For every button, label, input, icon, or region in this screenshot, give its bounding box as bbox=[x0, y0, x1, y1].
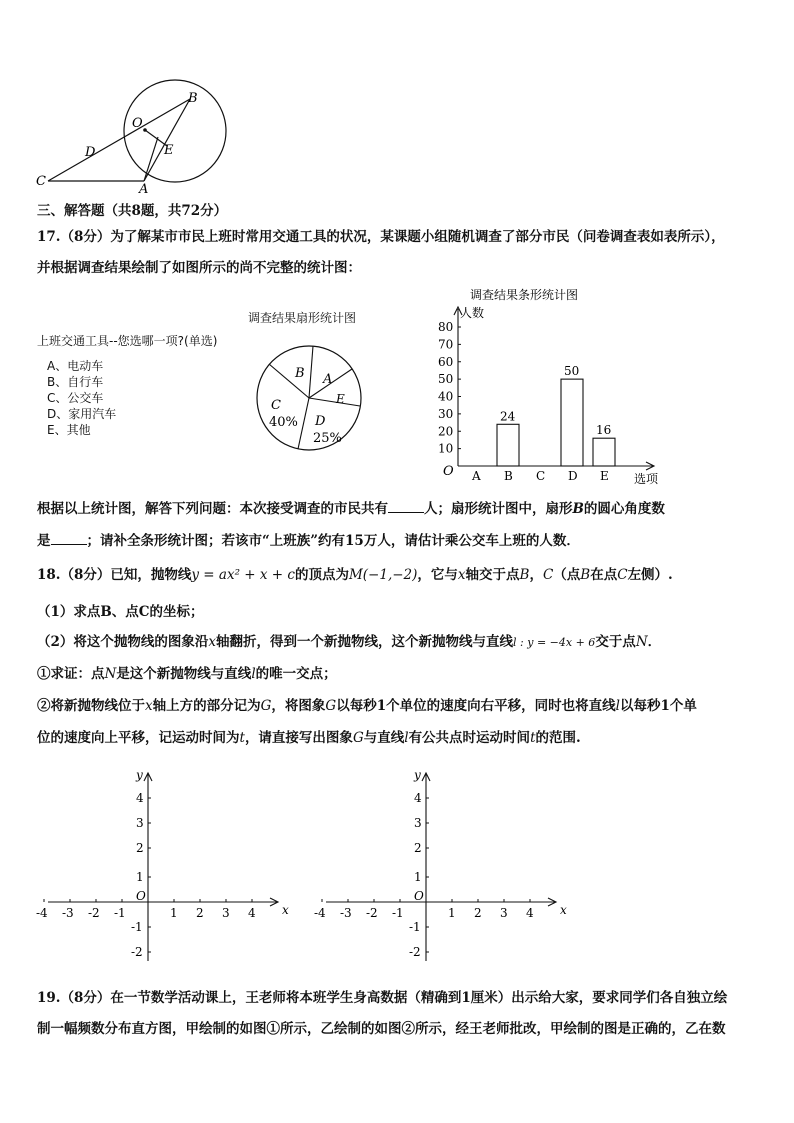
option-e: E、其他 bbox=[47, 423, 91, 437]
bar-y-tick-label: 40 bbox=[438, 389, 454, 404]
q18-l1-c: ，它与 bbox=[417, 567, 458, 583]
q17-line3 bbox=[37, 498, 665, 519]
y-label: y bbox=[414, 768, 421, 782]
x-label: x bbox=[282, 903, 289, 917]
x-tick-label: 2 bbox=[474, 906, 482, 920]
bar-chart-origin: O bbox=[443, 464, 454, 479]
blank-angle[interactable] bbox=[51, 530, 87, 545]
q18-s2-c: ，将图象 bbox=[271, 698, 326, 714]
q18-p2-b: 轴翻折，得到一个新抛物线，这个新抛物线与直线 bbox=[216, 634, 514, 650]
label-e: E bbox=[164, 143, 174, 158]
bar-b bbox=[497, 424, 519, 466]
q18-s2-t2: t bbox=[530, 730, 536, 746]
q18-s2-f: 位的速度向上平移，记运动时间为 bbox=[37, 730, 240, 746]
q18-s2-x: x bbox=[145, 698, 153, 714]
q18-s2-h: 与直线 bbox=[363, 730, 405, 746]
q18-s2-t: t bbox=[239, 730, 245, 746]
y-tick-label: 1 bbox=[414, 870, 422, 884]
bar-d bbox=[561, 379, 583, 466]
q18-l1-b-var: B bbox=[519, 567, 530, 583]
q18-l1-eq: y = ax² + x + c bbox=[191, 567, 295, 583]
x-tick-label: -4 bbox=[36, 906, 48, 920]
q18-sub2-line1 bbox=[37, 696, 697, 716]
q18-s2-g2: G bbox=[325, 698, 337, 714]
bar-y-tick-label: 10 bbox=[438, 441, 454, 456]
pie-label-c-pct: 40% bbox=[269, 415, 298, 430]
bar-chart-xlabel: 选项 bbox=[634, 472, 659, 486]
q18-s2-g3: G bbox=[352, 730, 364, 746]
bar-y-tick-label: 30 bbox=[438, 406, 454, 421]
y-tick-label: -1 bbox=[409, 920, 421, 934]
x-tick-label: 2 bbox=[196, 906, 204, 920]
q18-s2-a: ②将新抛物线位于 bbox=[37, 698, 145, 714]
q18-l1-d: 轴交于点 bbox=[465, 567, 520, 583]
q18-p2-eq: l : y = −4x + 6 bbox=[513, 636, 596, 649]
y-tick-label: 2 bbox=[136, 841, 144, 855]
q18-l1-pt: M(−1,−2) bbox=[348, 567, 418, 583]
x-tick-label: -1 bbox=[114, 906, 126, 920]
q18-s1-c: 的唯一交点； bbox=[255, 666, 337, 682]
center-dot bbox=[143, 128, 147, 132]
y-tick-label: -2 bbox=[409, 945, 421, 959]
q18-s2-b: 轴上方的部分记为 bbox=[152, 698, 261, 714]
y-tick-label: 3 bbox=[414, 816, 422, 830]
coordinate-grid-left bbox=[36, 765, 300, 970]
bar-y-tick-label: 80 bbox=[438, 320, 454, 334]
q17-line4 bbox=[37, 530, 580, 551]
bar-y-tick-label: 60 bbox=[438, 354, 454, 369]
q17-line4-a: 是 bbox=[37, 533, 51, 549]
bar-x-tick-label: E bbox=[600, 469, 609, 483]
circle-figure bbox=[30, 85, 220, 197]
q18-s1-a: ①求证：点 bbox=[37, 666, 105, 682]
bar-x-tick-label: B bbox=[504, 469, 513, 483]
q17-line3-var-b: B bbox=[572, 501, 584, 517]
q17-line3-a: 根据以上统计图，解答下列问题：本次接受调查的市民共有 bbox=[37, 501, 388, 517]
coordinate-grid-right bbox=[314, 765, 578, 970]
q17-line1: 17.（8分）为了解某市市民上班时常用交通工具的状况，某课题小组随机调查了部分市民（问卷调查表如表所示）， bbox=[37, 229, 725, 245]
segment-cb bbox=[48, 99, 190, 181]
option-d: D、家用汽车 bbox=[47, 407, 117, 421]
bar-y-tick-label: 50 bbox=[438, 372, 454, 387]
q18-s2-g-text: ，请直接写出图象 bbox=[244, 730, 353, 746]
x-tick-label: -3 bbox=[62, 906, 74, 920]
bar-x-tick-label: A bbox=[472, 469, 481, 483]
q18-p2-x: x bbox=[208, 634, 217, 650]
x-tick-label: -2 bbox=[366, 906, 378, 920]
x-tick-label: -3 bbox=[340, 906, 352, 920]
bar-value-label: 16 bbox=[596, 423, 612, 438]
q18-part1: （1）求点B、点C的坐标； bbox=[37, 604, 204, 620]
q18-l1-f: （点 bbox=[553, 567, 581, 583]
q18-sub1 bbox=[37, 664, 337, 684]
y-tick-label: 2 bbox=[414, 841, 422, 855]
x-tick-label: 1 bbox=[448, 906, 456, 920]
pie-chart bbox=[255, 343, 365, 455]
q18-part2 bbox=[37, 632, 661, 653]
q18-l1-e: ， bbox=[529, 567, 543, 583]
q18-p2-d: ． bbox=[647, 634, 662, 650]
x-tick-label: 3 bbox=[222, 906, 230, 920]
q19-line1: 19.（8分）在一节数学活动课上，王老师将本班学生身高数据（精确到1厘米）出示给大家，要求同学们各自独立绘 bbox=[37, 990, 728, 1006]
label-c: C bbox=[36, 174, 46, 189]
q18-p2-n: N bbox=[635, 634, 648, 650]
q18-s2-i: 有公共点时运动时间 bbox=[408, 730, 531, 746]
x-tick-label: -1 bbox=[392, 906, 404, 920]
q18-s2-j: 的范围. bbox=[535, 730, 581, 746]
q17-line3-c: 的圆心角度数 bbox=[583, 501, 665, 517]
y-tick-label: 4 bbox=[414, 791, 422, 805]
y-tick-label: 4 bbox=[136, 791, 144, 805]
bar-chart-ylabel: 人数 bbox=[460, 306, 485, 320]
pie-label-c: C bbox=[271, 398, 281, 413]
q18-l1-c-var: C bbox=[542, 567, 554, 583]
section-header: 三、解答题（共8题，共72分） bbox=[37, 203, 228, 219]
q18-l1-b: 的顶点为 bbox=[294, 567, 349, 583]
pie-divider-dc bbox=[298, 398, 309, 449]
y-tick-label: 3 bbox=[136, 816, 144, 830]
x-tick-label: 4 bbox=[526, 906, 534, 920]
bar-chart bbox=[430, 285, 670, 490]
q17-line4-b: ；请补全条形统计图；若该市“上班族”约有15万人，请估计乘公交车上班的人数． bbox=[86, 533, 580, 549]
bar-y-tick-label: 20 bbox=[438, 424, 454, 439]
label-a: A bbox=[139, 182, 149, 197]
pie-label-b: B bbox=[295, 366, 305, 381]
pie-label-a: A bbox=[323, 372, 333, 387]
questionnaire-options bbox=[47, 358, 116, 438]
option-a: A、电动车 bbox=[47, 359, 104, 373]
bar-y-tick-label: 70 bbox=[438, 337, 454, 352]
x-tick-label: -2 bbox=[88, 906, 100, 920]
circle-o bbox=[124, 80, 226, 182]
q18-line1 bbox=[37, 565, 673, 585]
y-tick-label: 1 bbox=[136, 870, 144, 884]
pie-label-d: D bbox=[315, 414, 326, 429]
bar-x-tick-label: D bbox=[568, 469, 578, 483]
q18-p2-c: 交于点 bbox=[595, 634, 636, 650]
y-tick-label: -2 bbox=[131, 945, 143, 959]
q19-line2: 制一幅频数分布直方图，甲绘制的如图①所示，乙绘制的如图②所示，经王老师批改，甲绘制的图是正确的，乙在数 bbox=[37, 1021, 726, 1037]
label-b: B bbox=[188, 91, 198, 106]
q18-s2-l: l bbox=[615, 698, 620, 714]
bar-value-label: 50 bbox=[564, 364, 580, 379]
pie-title: 调查结果扇形统计图 bbox=[248, 311, 357, 325]
pie-divider-ba bbox=[309, 346, 313, 398]
pie-label-d-pct: 25% bbox=[313, 431, 342, 446]
q18-l1-h: 左侧）. bbox=[627, 567, 673, 583]
option-b: B、自行车 bbox=[47, 375, 104, 389]
q18-p2-a: （2）将这个抛物线的图象沿 bbox=[37, 634, 209, 650]
bar-x-tick-label: C bbox=[536, 469, 546, 483]
x-tick-label: 1 bbox=[170, 906, 178, 920]
q18-s1-b: 是这个新抛物线与直线 bbox=[116, 666, 252, 682]
bar-value-label: 24 bbox=[500, 409, 516, 424]
x-label: x bbox=[560, 903, 567, 917]
q18-sub2-line2 bbox=[37, 728, 581, 748]
q18-s2-l2: l bbox=[404, 730, 409, 746]
option-c: C、公交车 bbox=[47, 391, 104, 405]
q18-l1-c-var2: C bbox=[617, 567, 628, 583]
label-o: O bbox=[132, 116, 143, 131]
blank-total[interactable] bbox=[388, 498, 424, 513]
origin-label: O bbox=[414, 889, 424, 903]
q18-l1-a: 18.（8分）已知，抛物线 bbox=[37, 567, 192, 583]
q18-s1-l: l bbox=[251, 666, 256, 682]
origin-label: O bbox=[136, 889, 146, 903]
q18-l1-b-var2: B bbox=[580, 567, 591, 583]
q18-l1-g: 在点 bbox=[590, 567, 618, 583]
x-tick-label: -4 bbox=[314, 906, 326, 920]
segment-ab bbox=[144, 99, 190, 181]
bar-chart-title: 调查结果条形统计图 bbox=[470, 288, 579, 302]
pie-divider-ed bbox=[309, 398, 360, 406]
x-tick-label: 4 bbox=[248, 906, 256, 920]
pie-label-e: E bbox=[336, 392, 345, 406]
x-tick-label: 3 bbox=[500, 906, 508, 920]
y-tick-label: -1 bbox=[131, 920, 143, 934]
bar-e bbox=[593, 438, 615, 466]
y-label: y bbox=[136, 768, 143, 782]
q18-s1-n: N bbox=[104, 666, 117, 682]
label-d: D bbox=[85, 145, 96, 160]
q18-s2-d: 以每秒1个单位的速度向右平移，同时也将直线 bbox=[336, 698, 616, 714]
q18-l1-x: x bbox=[457, 567, 466, 583]
q17-line2: 并根据调查结果绘制了如图所示的尚不完整的统计图： bbox=[37, 260, 361, 276]
q18-s2-g: G bbox=[260, 698, 272, 714]
q17-line3-b: 人；扇形统计图中，扇形 bbox=[424, 501, 573, 517]
questionnaire-title: 上班交通工具--您选哪一项?(单选) bbox=[37, 334, 218, 348]
q18-s2-e: 以每秒1个单 bbox=[619, 698, 697, 714]
